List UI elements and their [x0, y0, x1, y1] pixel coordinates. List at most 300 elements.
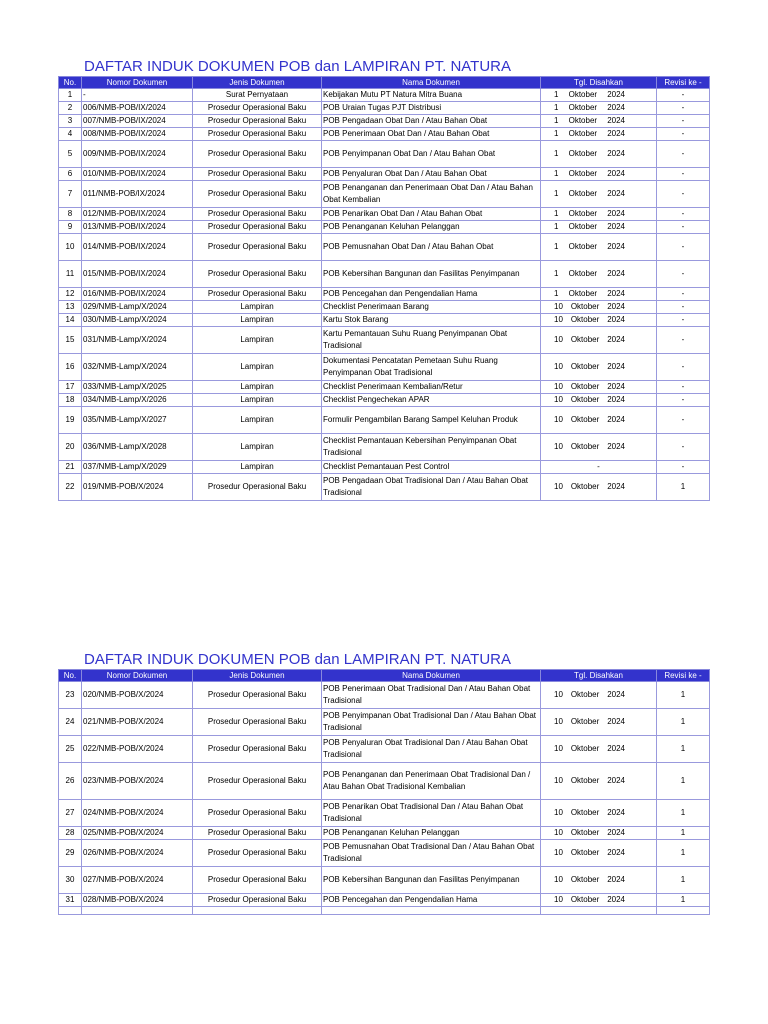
table-row — [59, 234, 710, 261]
date-year: 2024 — [607, 90, 625, 99]
header-jenis-dokumen: Jenis Dokumen — [193, 77, 322, 89]
date-month: Oktober — [568, 269, 598, 278]
revision-number: 1 — [657, 736, 710, 763]
table-row — [59, 867, 710, 894]
date-day: 1 — [554, 189, 559, 198]
header-nomor-dokumen: Nomor Dokumen — [82, 670, 193, 682]
date-month: Oktober — [568, 242, 598, 251]
page-title: DAFTAR INDUK DOKUMEN POB dan LAMPIRAN PT. NATURA — [84, 651, 512, 668]
revision-number: - — [657, 234, 710, 261]
empty-row — [59, 907, 710, 915]
document-type: Prosedur Operasional Baku — [193, 181, 322, 208]
table-row — [59, 354, 710, 381]
document-type: Prosedur Operasional Baku — [193, 800, 322, 827]
document-name: POB Kebersihan Bangunan dan Fasilitas Penyimpanan — [322, 867, 541, 894]
row-number: 13 — [59, 301, 82, 314]
document-number: 031/NMB-Lamp/X/2024 — [82, 327, 193, 354]
table-row — [59, 827, 710, 840]
date-year: 2024 — [607, 875, 625, 884]
document-name: POB Pencegahan dan Pengendalian Hama — [322, 894, 541, 907]
date-day: 10 — [554, 690, 563, 699]
date-year: 2024 — [607, 848, 625, 857]
row-number: 14 — [59, 314, 82, 327]
date-month: Oktober — [570, 828, 600, 837]
date-day: 10 — [554, 442, 563, 451]
date-month: Oktober — [570, 895, 600, 904]
date-month: Oktober — [570, 744, 600, 753]
date-day: 1 — [554, 269, 559, 278]
document-type: Prosedur Operasional Baku — [193, 474, 322, 501]
date-day: 1 — [554, 90, 559, 99]
revision-number: - — [657, 115, 710, 128]
document-type: Prosedur Operasional Baku — [193, 208, 322, 221]
document-number: 013/NMB-POB/IX/2024 — [82, 221, 193, 234]
date-month: Oktober — [568, 149, 598, 158]
document-number: 008/NMB-POB/IX/2024 — [82, 128, 193, 141]
table-row — [59, 800, 710, 827]
revision-number: 1 — [657, 709, 710, 736]
date-day: 10 — [554, 315, 563, 324]
date-day: 1 — [554, 116, 559, 125]
date-month: Oktober — [570, 717, 600, 726]
date-day: 1 — [554, 129, 559, 138]
document-number: 007/NMB-POB/IX/2024 — [82, 115, 193, 128]
empty-cell — [657, 907, 710, 915]
document-type: Lampiran — [193, 461, 322, 474]
revision-number: - — [657, 102, 710, 115]
approval-date — [541, 327, 657, 354]
table-row — [59, 288, 710, 301]
approval-date — [541, 89, 657, 102]
row-number: 4 — [59, 128, 82, 141]
header-revisi: Revisi ke - — [657, 670, 710, 682]
document-type: Prosedur Operasional Baku — [193, 128, 322, 141]
revision-number: 1 — [657, 682, 710, 709]
header-nama-dokumen: Nama Dokumen — [322, 670, 541, 682]
revision-number: - — [657, 221, 710, 234]
document-name: Formulir Pengambilan Barang Sampel Keluhan Produk — [322, 407, 541, 434]
document-type: Lampiran — [193, 314, 322, 327]
date-month: Oktober — [570, 395, 600, 404]
revision-number: - — [657, 314, 710, 327]
document-number: 023/NMB-POB/X/2024 — [82, 763, 193, 800]
date-day: 1 — [554, 103, 559, 112]
table-row — [59, 709, 710, 736]
approval-date — [541, 867, 657, 894]
revision-number: - — [657, 434, 710, 461]
document-type: Lampiran — [193, 381, 322, 394]
document-name: POB Penerimaan Obat Tradisional Dan / Atau Bahan Obat Tradisional — [322, 682, 541, 709]
revision-number: 1 — [657, 840, 710, 867]
table-row — [59, 141, 710, 168]
date-day: 1 — [554, 289, 559, 298]
empty-cell — [322, 907, 541, 915]
document-type: Lampiran — [193, 434, 322, 461]
table-header-row — [59, 77, 710, 89]
document-section-1 — [58, 58, 709, 501]
date-year: 2024 — [607, 482, 625, 491]
table-header-row — [59, 670, 710, 682]
revision-number: 1 — [657, 867, 710, 894]
approval-date — [541, 894, 657, 907]
document-name: Checklist Pemantauan Pest Control — [322, 461, 541, 474]
date-year: 2024 — [607, 382, 625, 391]
approval-date — [541, 682, 657, 709]
revision-number: - — [657, 461, 710, 474]
document-type: Prosedur Operasional Baku — [193, 141, 322, 168]
approval-date — [541, 261, 657, 288]
row-number: 18 — [59, 394, 82, 407]
revision-number: - — [657, 394, 710, 407]
date-year: 2024 — [607, 690, 625, 699]
date-year: 2024 — [607, 395, 625, 404]
revision-number: - — [657, 261, 710, 288]
document-section-2 — [58, 651, 709, 915]
document-name: Kartu Pemantauan Suhu Ruang Penyimpanan Obat Tradisional — [322, 327, 541, 354]
document-table — [58, 669, 710, 915]
approval-date — [541, 128, 657, 141]
header-revisi: Revisi ke - — [657, 77, 710, 89]
document-name: POB Penyaluran Obat Dan / Atau Bahan Obat — [322, 168, 541, 181]
approval-date — [541, 709, 657, 736]
date-day: 10 — [554, 415, 563, 424]
row-number: 23 — [59, 682, 82, 709]
table-row — [59, 894, 710, 907]
revision-number: - — [657, 354, 710, 381]
document-type: Prosedur Operasional Baku — [193, 709, 322, 736]
table-row — [59, 181, 710, 208]
document-name: POB Kebersihan Bangunan dan Fasilitas Penyimpanan — [322, 261, 541, 288]
empty-cell — [541, 907, 657, 915]
date-year: 2024 — [607, 169, 625, 178]
header-no: No. — [59, 670, 82, 682]
approval-date — [541, 840, 657, 867]
approval-date — [541, 288, 657, 301]
table-row — [59, 102, 710, 115]
approval-date — [541, 736, 657, 763]
revision-number: - — [657, 181, 710, 208]
document-name: POB Uraian Tugas PJT Distribusi — [322, 102, 541, 115]
date-month: Oktober — [568, 103, 598, 112]
row-number: 21 — [59, 461, 82, 474]
document-type: Lampiran — [193, 301, 322, 314]
document-number: 028/NMB-POB/X/2024 — [82, 894, 193, 907]
empty-cell — [193, 907, 322, 915]
document-number: 016/NMB-POB/IX/2024 — [82, 288, 193, 301]
row-number: 20 — [59, 434, 82, 461]
date-year: 2024 — [607, 103, 625, 112]
table-row — [59, 763, 710, 800]
table-row — [59, 736, 710, 763]
date-year: 2024 — [607, 808, 625, 817]
document-type: Prosedur Operasional Baku — [193, 221, 322, 234]
date-day: 1 — [554, 209, 559, 218]
row-number: 16 — [59, 354, 82, 381]
table-row — [59, 115, 710, 128]
date-day: 10 — [554, 482, 563, 491]
document-number: 027/NMB-POB/X/2024 — [82, 867, 193, 894]
date-day: 10 — [554, 302, 563, 311]
document-number: 022/NMB-POB/X/2024 — [82, 736, 193, 763]
document-number: 032/NMB-Lamp/X/2024 — [82, 354, 193, 381]
approval-date — [541, 461, 657, 474]
date-year: 2024 — [607, 129, 625, 138]
row-number: 27 — [59, 800, 82, 827]
table-row — [59, 434, 710, 461]
document-name: Checklist Pengechekan APAR — [322, 394, 541, 407]
table-row — [59, 682, 710, 709]
header-no: No. — [59, 77, 82, 89]
document-type: Prosedur Operasional Baku — [193, 763, 322, 800]
document-number: 034/NMB-Lamp/X/2026 — [82, 394, 193, 407]
approval-date — [541, 407, 657, 434]
approval-date — [541, 168, 657, 181]
table-row — [59, 461, 710, 474]
table-row — [59, 407, 710, 434]
date-year: 2024 — [607, 242, 625, 251]
document-table — [58, 76, 710, 501]
date-year: 2024 — [607, 828, 625, 837]
document-number: 037/NMB-Lamp/X/2029 — [82, 461, 193, 474]
row-number: 10 — [59, 234, 82, 261]
document-name: POB Penanganan Keluhan Pelanggan — [322, 827, 541, 840]
date-day: 10 — [554, 744, 563, 753]
date-day: 10 — [554, 895, 563, 904]
document-type: Lampiran — [193, 354, 322, 381]
document-type: Prosedur Operasional Baku — [193, 115, 322, 128]
header-jenis-dokumen: Jenis Dokumen — [193, 670, 322, 682]
row-number: 26 — [59, 763, 82, 800]
approval-date — [541, 102, 657, 115]
row-number: 2 — [59, 102, 82, 115]
document-type: Prosedur Operasional Baku — [193, 234, 322, 261]
row-number: 1 — [59, 89, 82, 102]
header-nomor-dokumen: Nomor Dokumen — [82, 77, 193, 89]
revision-number: 1 — [657, 474, 710, 501]
document-name: POB Penarikan Obat Dan / Atau Bahan Obat — [322, 208, 541, 221]
document-name: POB Penanganan dan Penerimaan Obat Tradisional Dan / Atau Bahan Obat Tradisional Kembalian — [322, 763, 541, 800]
date-month: Oktober — [570, 382, 600, 391]
date-day: 1 — [554, 222, 559, 231]
revision-number: 1 — [657, 763, 710, 800]
date-month: Oktober — [570, 690, 600, 699]
date-month: Oktober — [568, 209, 598, 218]
date-day: 10 — [554, 875, 563, 884]
document-type: Lampiran — [193, 407, 322, 434]
approval-date — [541, 474, 657, 501]
approval-date — [541, 314, 657, 327]
document-name: POB Penyaluran Obat Tradisional Dan / Atau Bahan Obat Tradisional — [322, 736, 541, 763]
date-year: 2024 — [607, 415, 625, 424]
approval-date — [541, 827, 657, 840]
document-number: 036/NMB-Lamp/X/2028 — [82, 434, 193, 461]
date-year: 2024 — [607, 116, 625, 125]
date-month: Oktober — [570, 848, 600, 857]
date-day: 10 — [554, 776, 563, 785]
document-number: 015/NMB-POB/IX/2024 — [82, 261, 193, 288]
row-number: 7 — [59, 181, 82, 208]
table-row — [59, 89, 710, 102]
document-name: Checklist Penerimaan Barang — [322, 301, 541, 314]
revision-number: - — [657, 141, 710, 168]
table-row — [59, 314, 710, 327]
date-month: Oktober — [568, 129, 598, 138]
document-number: - — [82, 89, 193, 102]
row-number: 17 — [59, 381, 82, 394]
table-row — [59, 394, 710, 407]
document-type: Prosedur Operasional Baku — [193, 168, 322, 181]
row-number: 6 — [59, 168, 82, 181]
approval-date — [541, 234, 657, 261]
document-type: Prosedur Operasional Baku — [193, 894, 322, 907]
approval-date — [541, 115, 657, 128]
document-number: 026/NMB-POB/X/2024 — [82, 840, 193, 867]
approval-date — [541, 394, 657, 407]
row-number: 15 — [59, 327, 82, 354]
table-row — [59, 301, 710, 314]
date-month: Oktober — [568, 116, 598, 125]
revision-number: - — [657, 128, 710, 141]
date-month: - — [597, 462, 600, 471]
date-year: 2024 — [607, 895, 625, 904]
revision-number: - — [657, 381, 710, 394]
date-month: Oktober — [570, 482, 600, 491]
document-number: 020/NMB-POB/X/2024 — [82, 682, 193, 709]
date-day: 1 — [554, 169, 559, 178]
revision-number: - — [657, 208, 710, 221]
date-day: 10 — [554, 382, 563, 391]
document-type: Surat Pernyataan — [193, 89, 322, 102]
revision-number: - — [657, 407, 710, 434]
document-type: Prosedur Operasional Baku — [193, 682, 322, 709]
approval-date — [541, 381, 657, 394]
date-day: 10 — [554, 335, 563, 344]
document-type: Lampiran — [193, 327, 322, 354]
date-month: Oktober — [570, 875, 600, 884]
revision-number: - — [657, 168, 710, 181]
document-name: POB Penarikan Obat Tradisional Dan / Atau Bahan Obat Tradisional — [322, 800, 541, 827]
approval-date — [541, 354, 657, 381]
document-name: POB Penyimpanan Obat Dan / Atau Bahan Obat — [322, 141, 541, 168]
document-name: Checklist Penerimaan Kembalian/Retur — [322, 381, 541, 394]
date-year: 2024 — [607, 302, 625, 311]
date-year: 2024 — [607, 289, 625, 298]
date-day: 10 — [554, 362, 563, 371]
date-year: 2024 — [607, 362, 625, 371]
document-name: POB Penanganan Keluhan Pelanggan — [322, 221, 541, 234]
empty-cell — [59, 907, 82, 915]
revision-number: - — [657, 301, 710, 314]
date-year: 2024 — [607, 335, 625, 344]
document-type: Prosedur Operasional Baku — [193, 840, 322, 867]
table-row — [59, 168, 710, 181]
row-number: 9 — [59, 221, 82, 234]
empty-cell — [82, 907, 193, 915]
approval-date — [541, 221, 657, 234]
date-year: 2024 — [607, 744, 625, 753]
row-number: 29 — [59, 840, 82, 867]
date-month: Oktober — [568, 169, 598, 178]
approval-date — [541, 141, 657, 168]
date-day: 10 — [554, 828, 563, 837]
date-year: 2024 — [607, 149, 625, 158]
date-year: 2024 — [607, 315, 625, 324]
row-number: 12 — [59, 288, 82, 301]
table-row — [59, 381, 710, 394]
document-number: 014/NMB-POB/IX/2024 — [82, 234, 193, 261]
revision-number: 1 — [657, 827, 710, 840]
document-number: 025/NMB-POB/X/2024 — [82, 827, 193, 840]
document-number: 033/NMB-Lamp/X/2025 — [82, 381, 193, 394]
date-day: 1 — [554, 242, 559, 251]
row-number: 28 — [59, 827, 82, 840]
table-row — [59, 840, 710, 867]
date-month: Oktober — [568, 90, 598, 99]
date-year: 2024 — [607, 717, 625, 726]
date-year: 2024 — [607, 269, 625, 278]
date-day: 10 — [554, 395, 563, 404]
document-type: Prosedur Operasional Baku — [193, 261, 322, 288]
document-name: POB Pencegahan dan Pengendalian Hama — [322, 288, 541, 301]
document-number: 010/NMB-POB/IX/2024 — [82, 168, 193, 181]
approval-date — [541, 434, 657, 461]
document-number: 035/NMB-Lamp/X/2027 — [82, 407, 193, 434]
date-month: Oktober — [570, 302, 600, 311]
date-year: 2024 — [607, 442, 625, 451]
document-type: Prosedur Operasional Baku — [193, 867, 322, 894]
row-number: 25 — [59, 736, 82, 763]
date-month: Oktober — [568, 189, 598, 198]
date-month: Oktober — [570, 442, 600, 451]
document-number: 012/NMB-POB/IX/2024 — [82, 208, 193, 221]
date-month: Oktober — [570, 415, 600, 424]
date-month: Oktober — [568, 222, 598, 231]
row-number: 5 — [59, 141, 82, 168]
approval-date — [541, 181, 657, 208]
header-tgl-disahkan: Tgl. Disahkan — [541, 77, 657, 89]
approval-date — [541, 763, 657, 800]
document-name: POB Penyimpanan Obat Tradisional Dan / Atau Bahan Obat Tradisional — [322, 709, 541, 736]
revision-number: 1 — [657, 894, 710, 907]
date-day: 1 — [554, 149, 559, 158]
date-year: 2024 — [607, 222, 625, 231]
revision-number: - — [657, 327, 710, 354]
row-number: 31 — [59, 894, 82, 907]
date-year: 2024 — [607, 189, 625, 198]
table-row — [59, 128, 710, 141]
table-row — [59, 221, 710, 234]
row-number: 22 — [59, 474, 82, 501]
document-name: POB Penanganan dan Penerimaan Obat Dan / Atau Bahan Obat Kembalian — [322, 181, 541, 208]
document-number: 011/NMB-POB/IX/2024 — [82, 181, 193, 208]
date-month: Oktober — [570, 335, 600, 344]
approval-date — [541, 208, 657, 221]
revision-number: 1 — [657, 800, 710, 827]
document-number: 030/NMB-Lamp/X/2024 — [82, 314, 193, 327]
date-year: 2024 — [607, 209, 625, 218]
row-number: 8 — [59, 208, 82, 221]
document-number: 019/NMB-POB/X/2024 — [82, 474, 193, 501]
table-row — [59, 327, 710, 354]
row-number: 11 — [59, 261, 82, 288]
document-type: Prosedur Operasional Baku — [193, 736, 322, 763]
document-name: Checklist Pemantauan Kebersihan Penyimpanan Obat Tradisional — [322, 434, 541, 461]
date-day: 10 — [554, 848, 563, 857]
document-type: Lampiran — [193, 394, 322, 407]
document-type: Prosedur Operasional Baku — [193, 288, 322, 301]
date-month: Oktober — [570, 808, 600, 817]
approval-date — [541, 800, 657, 827]
